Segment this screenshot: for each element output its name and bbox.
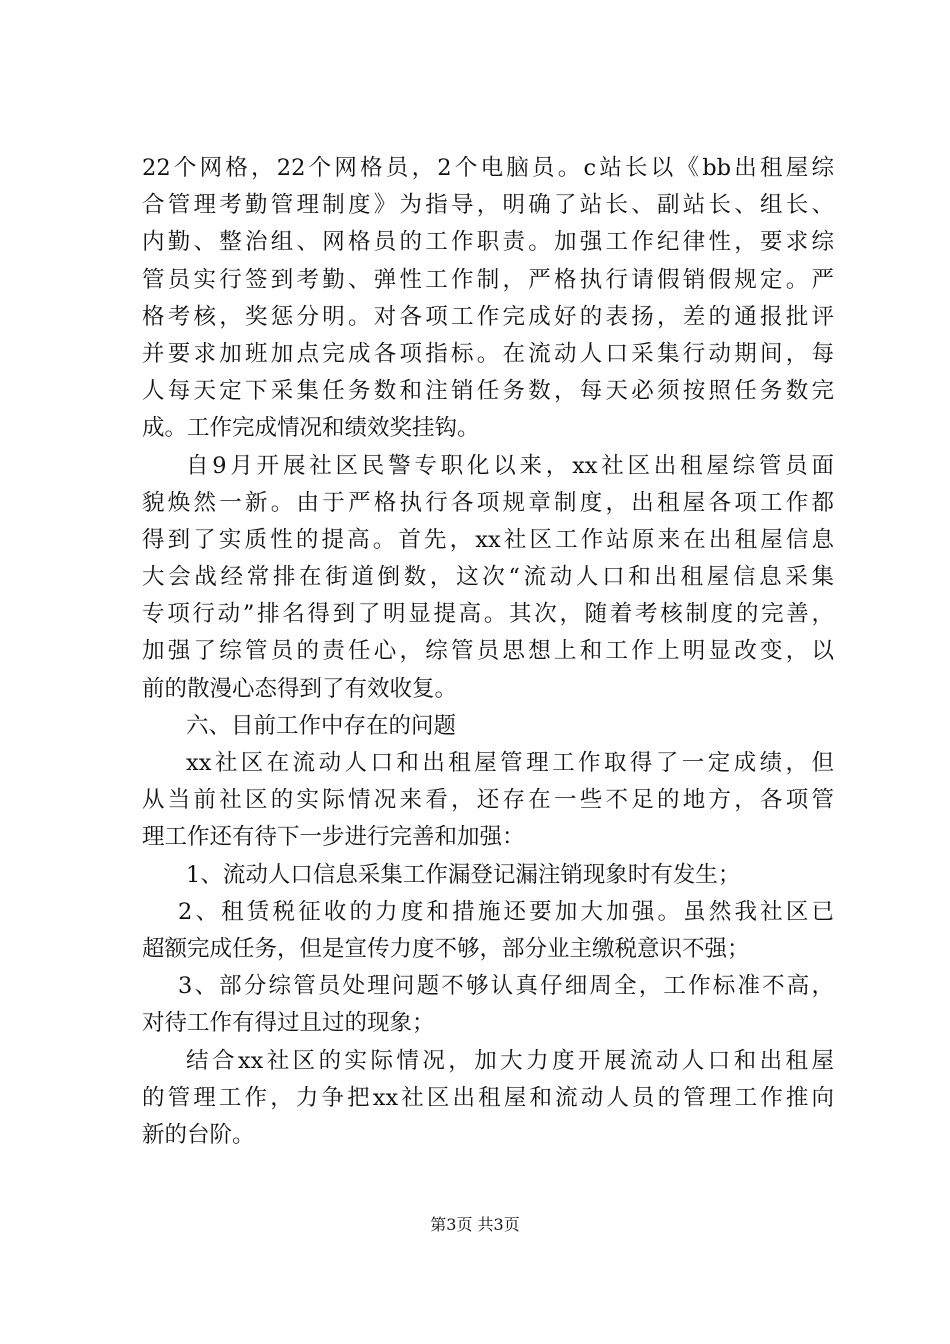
text-line: 得到了实质性的提高。首先，xx社区工作站原来在出租屋信息 <box>142 526 834 553</box>
document-body <box>142 150 834 1154</box>
text-line: 大会战经常排在街道倒数，这次“流动人口和出租屋信息采集 <box>142 564 834 591</box>
text-line: 前的散漫心态得到了有效收复。 <box>142 675 458 702</box>
text-line: 新的台阶。 <box>142 1121 255 1148</box>
list-item: 3、部分综管员处理问题不够认真仔细周全，工作标准不高， <box>178 973 834 1000</box>
text-line: 成。工作完成情况和绩效奖挂钩。 <box>142 415 480 442</box>
text-line: 超额完成任务，但是宣传力度不够，部分业主缴税意识不强； <box>142 935 750 962</box>
text-line: 自9月开展社区民警专职化以来，xx社区出租屋综管员面 <box>186 452 834 479</box>
text-line: 内勤、整治组、网格员的工作职责。加强工作纪律性，要求综 <box>142 229 834 256</box>
section-heading: 六、目前工作中存在的问题 <box>186 712 457 739</box>
text-line: 貌焕然一新。由于严格执行各项规章制度，出租屋各项工作都 <box>142 489 834 516</box>
list-item: 2、租赁税征收的力度和措施还要加大加强。虽然我社区已 <box>178 898 834 925</box>
text-line: 22个网格，22个网格员，2个电脑员。c站长以《bb出租屋综 <box>142 155 834 181</box>
text-line: 的管理工作，力争把xx社区出租屋和流动人员的管理工作推向 <box>142 1084 834 1111</box>
text-line: 格考核，奖惩分明。对各项工作完成好的表扬，差的通报批评 <box>142 303 834 330</box>
text-line: 专项行动”排名得到了明显提高。其次，随着考核制度的完善， <box>142 601 834 628</box>
text-line: 理工作还有待下一步进行完善和加强： <box>142 824 525 851</box>
text-line: xx社区在流动人口和出租屋管理工作取得了一定成绩，但 <box>186 750 834 776</box>
page-footer: 第3页 共3页 <box>430 1215 520 1234</box>
text-line: 并要求加班加点完成各项指标。在流动人口采集行动期间，每 <box>142 340 834 367</box>
text-line: 人每天定下采集任务数和注销任务数，每天必须按照任务数完 <box>142 378 834 405</box>
text-line: 加强了综管员的责任心，综管员思想上和工作上明显改变，以 <box>142 638 834 665</box>
text-line: 从当前社区的实际情况来看，还存在一些不足的地方，各项管 <box>142 787 834 814</box>
text-line: 对待工作有得过且过的现象； <box>142 1010 435 1037</box>
text-line: 合管理考勤管理制度》为指导，明确了站长、副站长、组长、 <box>142 192 834 219</box>
text-line: 管员实行签到考勤、弹性工作制，严格执行请假销假规定。严 <box>142 266 834 293</box>
text-line: 结合xx社区的实际情况，加大力度开展流动人口和出租屋 <box>186 1047 834 1074</box>
list-item: 1、流动人口信息采集工作漏登记漏注销现象时有发生； <box>186 861 741 888</box>
